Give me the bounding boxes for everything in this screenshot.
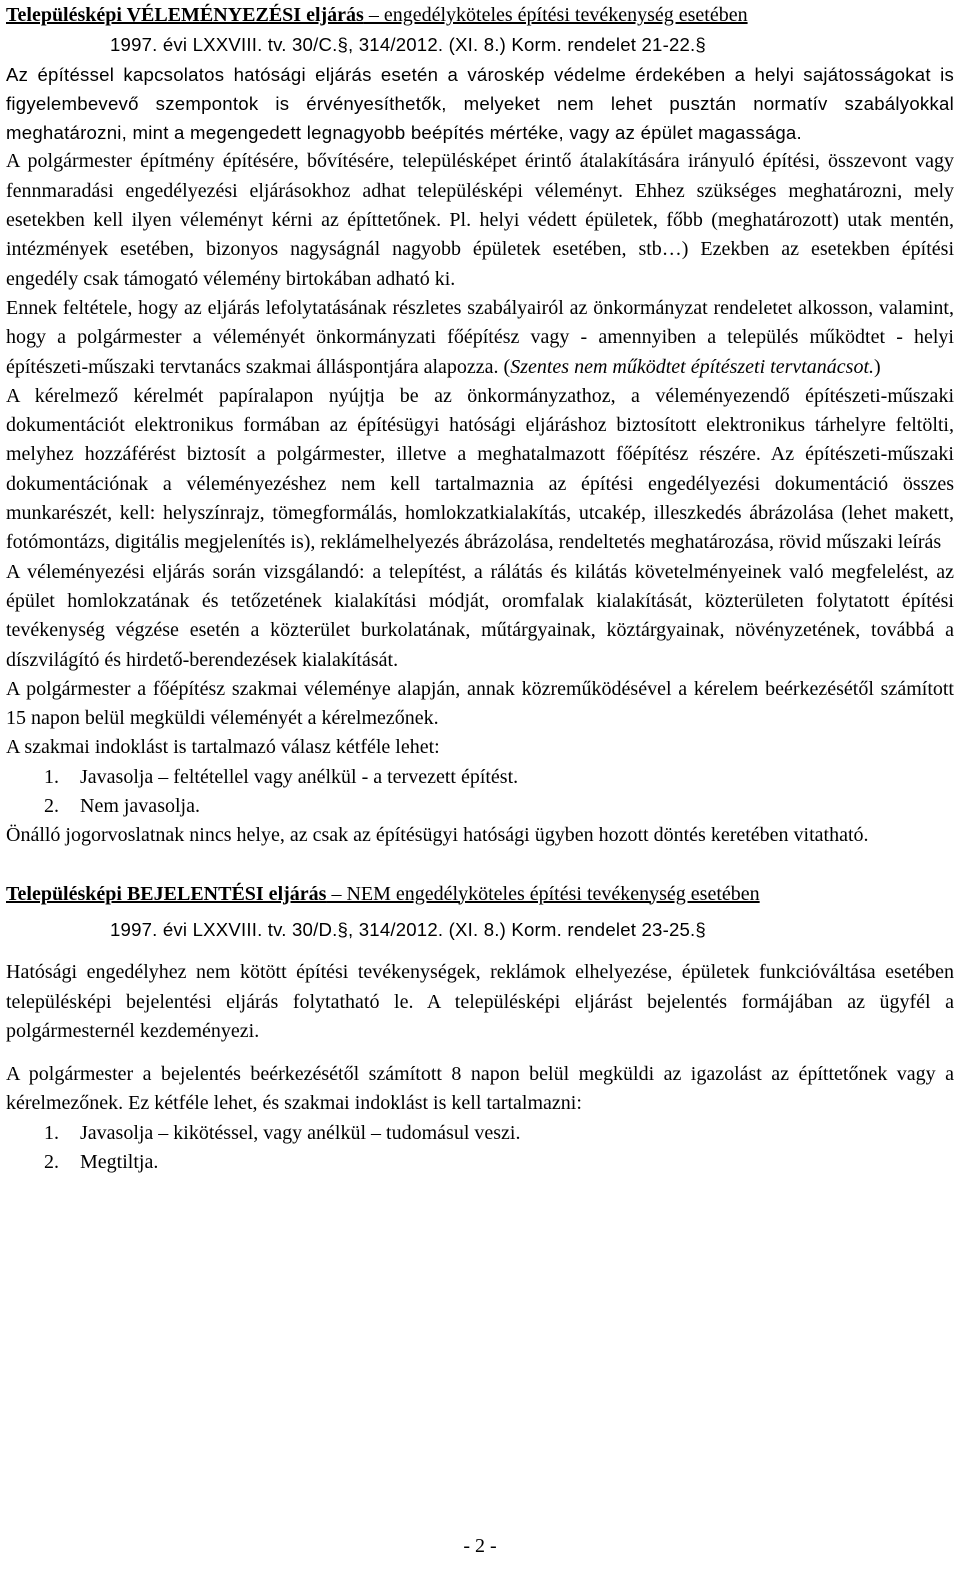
section1-answer-list — [6, 763, 954, 822]
page-number: - 2 - — [463, 1535, 497, 1557]
section2-title-rest: – NEM engedélyköteles építési tevékenység esetében — [326, 882, 760, 905]
section2-spacer-2 — [6, 1046, 954, 1060]
list-item-number: 1. — [44, 1121, 59, 1144]
list-item-number: 1. — [44, 765, 59, 788]
section1-paragraph-4: A kérelmező kérelmét papíralapon nyújtja be az önkormányzathoz, a véleményezendő építészeti-műszaki dokumentációt elektronikus formában az építésügyi hatósági eljáráshoz biztosított elektronikus tárhelyre feltölti, melyhez hozzáférést biztosít a polgármester, illetve a meghatalmazott főépítész részére. Az építészeti-műszaki dokumentációnak a véleményezéshez nem kell tartalmaznia az építési engedélyezési dokumentáció összes munkarészét, kell: helyszínrajz, tömegformálás, homlokzatkialakítás, utcakép, illeszkedés ábrázolása (lehet makett, fotómontázs, digitális megjelenítés is), reklámelhelyezés ábrázolása, rendeltetés meghatározása, rövid műszaki leírás — [6, 384, 954, 554]
section1-paragraph-3-text: Ennek feltétele, hogy az eljárás lefolytatásának részletes szabályairól az önkormányzat rendeletet alkosson, valamint, hogy a polgármester a véleményét önkormányzati főépítész vagy - amennyiben a település működtet - helyi építészeti-műszaki tervtanács szakmai álláspontjára alapozza. ( — [6, 296, 954, 378]
list-item-text: Javasolja – feltétellel vagy anélkül - a tervezett építést. — [80, 765, 519, 788]
section1-law-reference: 1997. évi LXXVIII. tv. 30/C.§, 314/2012. (XI. 8.) Korm. rendelet 21-22.§ — [110, 34, 706, 56]
section2-title-bold: Településképi BEJELENTÉSI eljárás — [6, 882, 327, 905]
section2-paragraph-1: Hatósági engedélyhez nem kötött építési tevékenységek, reklámok elhelyezése, épületek funkcióváltása esetében településképi bejelentési eljárás folytatható le. A településképi eljárást bejelentés formájában az ügyfél a polgármesternél kezdeményezi. — [6, 961, 954, 1042]
section2-paragraph-2: A polgármester a bejelentés beérkezésétől számított 8 napon belül megküldi az igazolást az építtetőnek vagy a kérelmezőnek. Ez kétféle lehet, és szakmai indoklást is kell tartalmazni: — [6, 1063, 954, 1115]
list-item — [6, 1148, 954, 1177]
section1-paragraph-3-italic: Szentes nem működtet építészeti tervtanácsot. — [510, 355, 875, 378]
section1-paragraph-5: A véleményezési eljárás során vizsgálandó: a telepítést, a rálátás és kilátás követelményeinek való megfelelést, az épület homlokzatának és tetőzetének kialakítási módját, oromfalak kialakítását, közterületen folytatott építési tevékenység végzése esetén a közterület burkolatának, műtárgyainak, köztárgyainak, növényzetének, továbbá a díszvilágító és hirdető-berendezések kialakítását. — [6, 560, 954, 671]
list-item-text: Megtiltja. — [80, 1150, 159, 1173]
section-spacer — [6, 851, 954, 880]
section1-paragraph-3 — [6, 294, 954, 382]
document-page — [6, 1, 954, 1177]
section1-paragraph-1: Az építéssel kapcsolatos hatósági eljárás esetén a városkép védelme érdekében a helyi sajátosságokat is figyelembevevő szempontok is érvényesíthetők, melyeket nem lehet pusztán normatív szabályokkal meghatározni, mint a megengedett legnagyobb beépítés mértéke, vagy az épület magassága. — [6, 63, 954, 144]
list-item-text: Nem javasolja. — [80, 795, 200, 818]
section2-heading — [6, 880, 954, 909]
section1-paragraph-6: A polgármester a főépítész szakmai véleménye alapján, annak közreműködésével a kérelem beérkezésétől számított 15 napon belül megküldi véleményét a kérelmezőnek. — [6, 677, 954, 730]
section1-heading — [6, 1, 954, 30]
list-item — [6, 792, 954, 821]
section1-paragraph-7: A szakmai indoklást is tartalmazó válasz kétféle lehet: — [6, 736, 440, 759]
section1-title-bold: Településképi VÉLEMÉNYEZÉSI eljárás — [6, 4, 364, 26]
list-item — [6, 1119, 954, 1148]
section1-title-rest: – engedélyköteles építési tevékenység esetében — [363, 4, 748, 26]
section1-paragraph-3-close: ) — [874, 355, 881, 378]
list-item-number: 2. — [44, 1150, 59, 1173]
list-item-number: 2. — [44, 795, 59, 818]
section2-spacer-1 — [6, 944, 954, 958]
section2-law-reference: 1997. évi LXXVIII. tv. 30/D.§, 314/2012. (XI. 8.) Korm. rendelet 23-25.§ — [110, 918, 706, 940]
section1-paragraph-2: A polgármester építmény építésére, bővítésére, településképet érintő átalakítására irányuló építési, összevont vagy fennmaradási engedélyezési eljárásokhoz adhat településképi véleményt. Ehhez szükséges meghatározni, mely esetekben kell ilyen véleményt kérni az építtetőnek. Pl. helyi védett épületek, főbb (meghatározott) utak mentén, intézmények esetében, bizonyos nagyságnál nagyobb épületek esetében, stb…) Ezekben az esetekben építési engedély csak támogató vélemény birtokában adható ki. — [6, 150, 954, 290]
list-item-text: Javasolja – kikötéssel, vagy anélkül – tudomásul veszi. — [80, 1121, 521, 1144]
section1-paragraph-8: Önálló jogorvoslatnak nincs helye, az csak az építésügyi hatósági ügyben hozott döntés keretében vitatható. — [6, 824, 869, 847]
list-item — [6, 763, 954, 792]
section2-answer-list — [6, 1119, 954, 1178]
